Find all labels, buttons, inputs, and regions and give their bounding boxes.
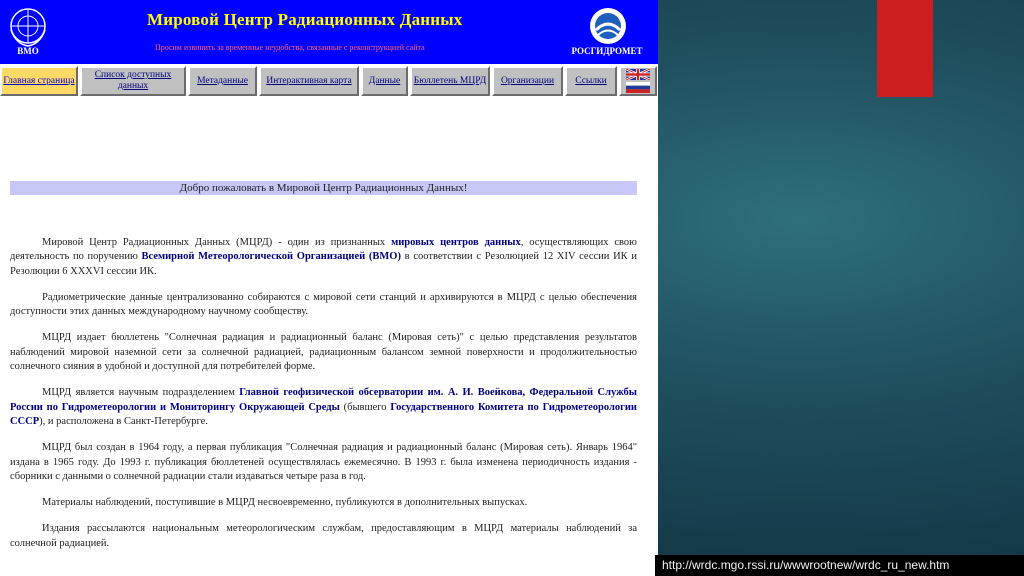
main-navigation	[0, 66, 658, 98]
source-url: http://wrdc.mgo.rssi.ru/wwwrootnew/wrdc_ru_new.htm	[655, 555, 1024, 576]
link-ussr-committee[interactable]: Государственного Комитета по Гидрометеорологии СССР	[10, 401, 637, 427]
site-header	[0, 0, 658, 64]
paragraph-collection: Радиометрические данные централизованно собираются с мировой сети станций и архивируются в МЦРД с целью обеспечения доступности этих данных международному научному сообществу.	[10, 291, 637, 318]
paragraph-organization: МЦРД является научным подразделением Главной геофизической обсерватории им. А. И. Воейкова, Федеральной Службы России по Гидрометеорологии и Мониторингу Окружающей Среды (бывшего Государственного Комитета по Гидрометеорологии СССР), и расположена в Санкт-Петербурге.	[10, 387, 637, 427]
decorative-red-tab	[877, 0, 933, 97]
link-voeikov-observatory[interactable]: Главной геофизической обсерватории им. А. И. Воейкова, Федеральной Службы России по Гидрометеорологии и Мониторингу Окружающей Среды	[10, 387, 637, 413]
paragraph-supplements: Материалы наблюдений, поступившие в МЦРД несвоевременно, публикуются в дополнительных выпусках.	[42, 497, 528, 509]
main-content	[10, 236, 637, 563]
russia-flag-icon[interactable]	[626, 82, 650, 93]
nav-data[interactable]: Данные	[361, 66, 408, 96]
paragraph-history: МЦРД был создан в 1964 году, а первая публикация "Солнечная радиация и радиационный баланс (Мировая сеть). Январь 1964" издана в 1965 году. До 1993 г. публикация бюллетеней осуществлялась ежемесячно. В 1993 г. была изменена периодичность издания - сборники с данными о солнечной радиации стали издаваться четыре раза в год.	[10, 442, 637, 482]
nav-metadata[interactable]: Метаданные	[188, 66, 257, 96]
welcome-banner: Добро пожаловать в Мировой Центр Радиационных Данных!	[10, 181, 637, 195]
nav-data-list[interactable]: Список доступных данных	[80, 66, 186, 96]
nav-home[interactable]: Главная страница	[0, 66, 78, 96]
paragraph-about: Мировой Центр Радиационных Данных (МЦРД) - один из признанных мировых центров данных, осуществляющих свою деятельность по поручению Всемирной Метеорологической Организацией (ВМО) в соответствии с Резолюцией 12 XIV сессии ИК и Резолюции 6 XXXVI сессии ИК.	[10, 237, 638, 277]
nav-bulletin[interactable]: Бюллетень МЦРД	[410, 66, 490, 96]
reconstruction-notice: Просим извинить за временные неудобства, связанные с реконструкцией сайта	[155, 43, 425, 52]
paragraph-distribution: Издания рассылаются национальным метеорологическим службам, предоставляющим в МЦРД материалы наблюдений за солнечной радиацией.	[10, 523, 637, 549]
site-title: Мировой Центр Радиационных Данных	[147, 10, 463, 29]
link-world-data-centers[interactable]: мировых центров данных	[391, 237, 521, 248]
uk-flag-icon[interactable]	[626, 69, 650, 80]
language-switch-button[interactable]	[619, 66, 657, 96]
link-wmo[interactable]: Всемирной Метеорологической Организацией (ВМО)	[141, 251, 401, 263]
nav-interactive-map[interactable]: Интерактивная карта	[259, 66, 359, 96]
nav-organizations[interactable]: Организации	[492, 66, 563, 96]
nav-links[interactable]: Ссылки	[565, 66, 617, 96]
wmo-logo-label: ВМО	[17, 46, 39, 56]
paragraph-bulletin: МЦРД издает бюллетень "Солнечная радиация и радиационный баланс (Мировая сеть)" с целью представления результатов наблюдений мировой наземной сети за солнечной радиацией, радиационным балансом земной поверхности и продолжительностью солнечного сияния в удобной и доступной для потребителей форме.	[10, 332, 637, 373]
roshydromet-logo-label: РОСГИДРОМЕТ	[571, 46, 643, 56]
roshydromet-logo-icon[interactable]	[582, 6, 634, 46]
